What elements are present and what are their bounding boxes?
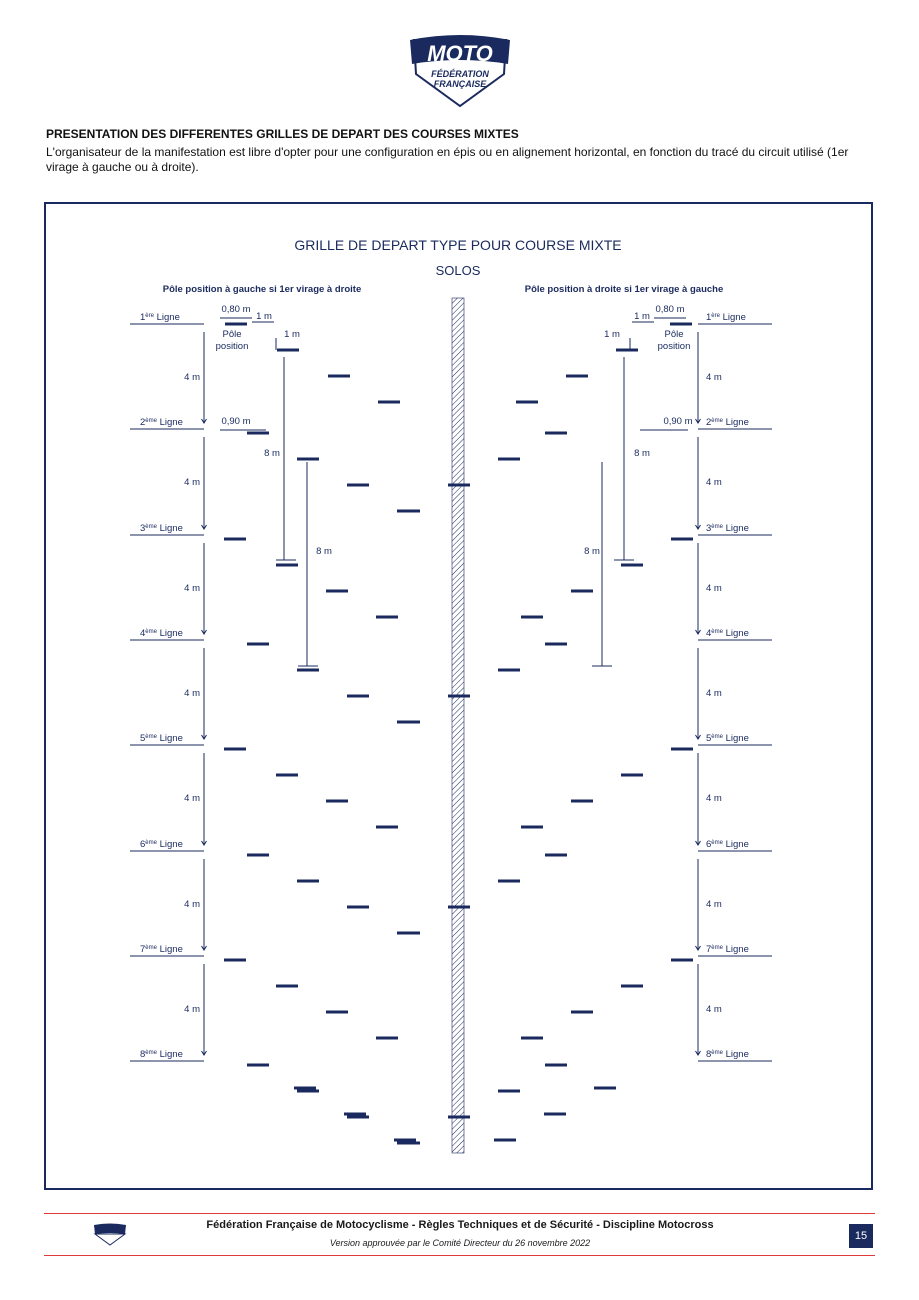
right-line-label: 6ème Ligne [706, 839, 749, 850]
grid-slot [347, 484, 369, 487]
grid-slot [294, 1087, 316, 1090]
grid-slot [276, 774, 298, 777]
right-dim-1m-a: 1 m [634, 311, 650, 322]
grid-slot [347, 906, 369, 909]
grid-slot [671, 748, 693, 751]
right-line-label: 8ème Ligne [706, 1049, 749, 1060]
left-line-label: 8ème Ligne [140, 1049, 183, 1060]
left-line-label: 3ème Ligne [140, 523, 183, 534]
right-caption: Pôle position à droite si 1er virage à gauche [524, 284, 724, 295]
page-number: 15 [849, 1224, 873, 1248]
grid-slot [247, 854, 269, 857]
grid-slot [671, 538, 693, 541]
footer-top-rule [44, 1213, 875, 1214]
grid-slot [448, 1116, 470, 1119]
right-dim-090: 0,90 m [663, 416, 693, 427]
footer-bottom-rule [44, 1255, 875, 1256]
grid-slot [498, 1090, 520, 1093]
right-dim-080: 0,80 m [655, 304, 685, 315]
right-line-label: 2ème Ligne [706, 417, 749, 428]
grid-slot [494, 1139, 516, 1142]
right-dim-8m-b: 8 m [584, 546, 600, 557]
left-dim-090: 0,90 m [221, 416, 251, 427]
grid-slot [276, 564, 298, 567]
right-pole-label-2: position [657, 341, 691, 352]
grid-slot [398, 1142, 420, 1145]
grid-slot [376, 1037, 398, 1040]
grid-slot [344, 1113, 366, 1116]
grid-slot [376, 616, 398, 619]
grid-slot [224, 538, 246, 541]
left-pole-label-1: Pôle [222, 329, 242, 340]
right-line-label: 3ème Ligne [706, 523, 749, 534]
page-heading: PRESENTATION DES DIFFERENTES GRILLES DE DEPART DES COURSES MIXTES [46, 127, 519, 141]
logo-sub2: FRANÇAISE [433, 79, 487, 89]
diagram-title: GRILLE DE DEPART TYPE POUR COURSE MIXTE [294, 237, 622, 253]
left-dim-8m-b: 8 m [316, 546, 332, 557]
grid-slot [521, 826, 543, 829]
grid-slot [571, 590, 593, 593]
grid-slot [545, 643, 567, 646]
left-gap-label: 4 m [184, 583, 200, 594]
right-gap-label: 4 m [706, 1004, 722, 1015]
grid-slot [376, 826, 398, 829]
logo-text: MOTO [427, 41, 493, 66]
right-line-label: 5ème Ligne [706, 733, 749, 744]
left-line-label: 6ème Ligne [140, 839, 183, 850]
grid-slot [276, 985, 298, 988]
left-line-label: 7ème Ligne [140, 944, 183, 955]
grid-slot [498, 880, 520, 883]
grid-slot [521, 616, 543, 619]
logo-sub1: FÉDÉRATION [431, 69, 489, 79]
left-line-label: 2ème Ligne [140, 417, 183, 428]
footer-subtitle: Version approuvée par le Comité Directeur du 26 novembre 2022 [329, 1238, 591, 1248]
right-gap-label: 4 m [706, 372, 722, 383]
right-gap-label: 4 m [706, 688, 722, 699]
grid-slot [247, 1064, 269, 1067]
left-line-label: 5ème Ligne [140, 733, 183, 744]
grid-slot [378, 401, 400, 404]
grid-slot [571, 1011, 593, 1014]
grid-slot [521, 1037, 543, 1040]
grid-slot [326, 800, 348, 803]
grid-slot [394, 1139, 416, 1142]
grid-slot [545, 854, 567, 857]
right-dim-8m-a: 8 m [634, 448, 650, 459]
grid-slot [326, 1011, 348, 1014]
footer-title: Fédération Française de Motocyclisme - Règles Techniques et de Sécurité - Discipline Motocross [206, 1219, 714, 1231]
grid-slot [224, 959, 246, 962]
pole-slot [225, 323, 247, 326]
left-gap-label: 4 m [184, 793, 200, 804]
grid-slot [247, 432, 269, 435]
grid-slot [516, 401, 538, 404]
right-pole-label-1: Pôle [664, 329, 684, 340]
left-gap-label: 4 m [184, 688, 200, 699]
grid-slot [594, 1087, 616, 1090]
grid-slot [545, 432, 567, 435]
grid-slot [247, 643, 269, 646]
grid-slot [224, 748, 246, 751]
grid-slot [328, 375, 350, 378]
grid-slot [347, 695, 369, 698]
right-line-label: 4ème Ligne [706, 628, 749, 639]
left-dim-8m-a: 8 m [264, 448, 280, 459]
center-divider [452, 298, 464, 1153]
grid-slot [297, 669, 319, 672]
grid-slot [297, 458, 319, 461]
grid-slot [621, 985, 643, 988]
grid-slot [621, 564, 643, 567]
left-line-label: 1ère Ligne [140, 312, 180, 323]
grid-slot [326, 590, 348, 593]
left-gap-label: 4 m [184, 1004, 200, 1015]
grid-slot [566, 375, 588, 378]
grid-slot [398, 510, 420, 513]
grid-slot [616, 349, 638, 352]
left-gap-label: 4 m [184, 477, 200, 488]
footer-logo [92, 1222, 128, 1246]
left-pole-label-2: position [215, 341, 249, 352]
pole-slot [670, 323, 692, 326]
right-gap-label: 4 m [706, 583, 722, 594]
grid-slot [347, 1116, 369, 1119]
left-dim-1m-a: 1 m [256, 311, 272, 322]
grid-slot [398, 721, 420, 724]
grid-slot [621, 774, 643, 777]
grid-slot [571, 800, 593, 803]
right-gap-label: 4 m [706, 477, 722, 488]
grid-slot [545, 1064, 567, 1067]
starting-grid-diagram [44, 202, 873, 1190]
right-gap-label: 4 m [706, 899, 722, 910]
right-dim-1m-b: 1 m [604, 329, 620, 340]
left-gap-label: 4 m [184, 372, 200, 383]
grid-slot [498, 669, 520, 672]
grid-slot [448, 906, 470, 909]
grid-slot [544, 1113, 566, 1116]
left-caption: Pôle position à gauche si 1er virage à droite [162, 284, 362, 295]
right-line-label: 7ème Ligne [706, 944, 749, 955]
right-line-label: 1ère Ligne [706, 312, 746, 323]
left-dim-1m-b: 1 m [284, 329, 300, 340]
left-dim-080: 0,80 m [221, 304, 251, 315]
grid-slot [448, 695, 470, 698]
intro-paragraph: L'organisateur de la manifestation est libre d'opter pour une configuration en épis ou en alignement horizontal, en fonction du tracé du circuit utilisé (1er virage à gauche ou à droite). [46, 145, 849, 174]
grid-slot [277, 349, 299, 352]
right-gap-label: 4 m [706, 793, 722, 804]
grid-slot [448, 484, 470, 487]
grid-slot [498, 458, 520, 461]
ffm-logo [408, 30, 512, 108]
left-line-label: 4ème Ligne [140, 628, 183, 639]
left-gap-label: 4 m [184, 899, 200, 910]
grid-slot [398, 932, 420, 935]
grid-slot [671, 959, 693, 962]
grid-slot [297, 1090, 319, 1093]
diagram-subtitle: SOLOS [435, 263, 481, 278]
grid-slot [297, 880, 319, 883]
